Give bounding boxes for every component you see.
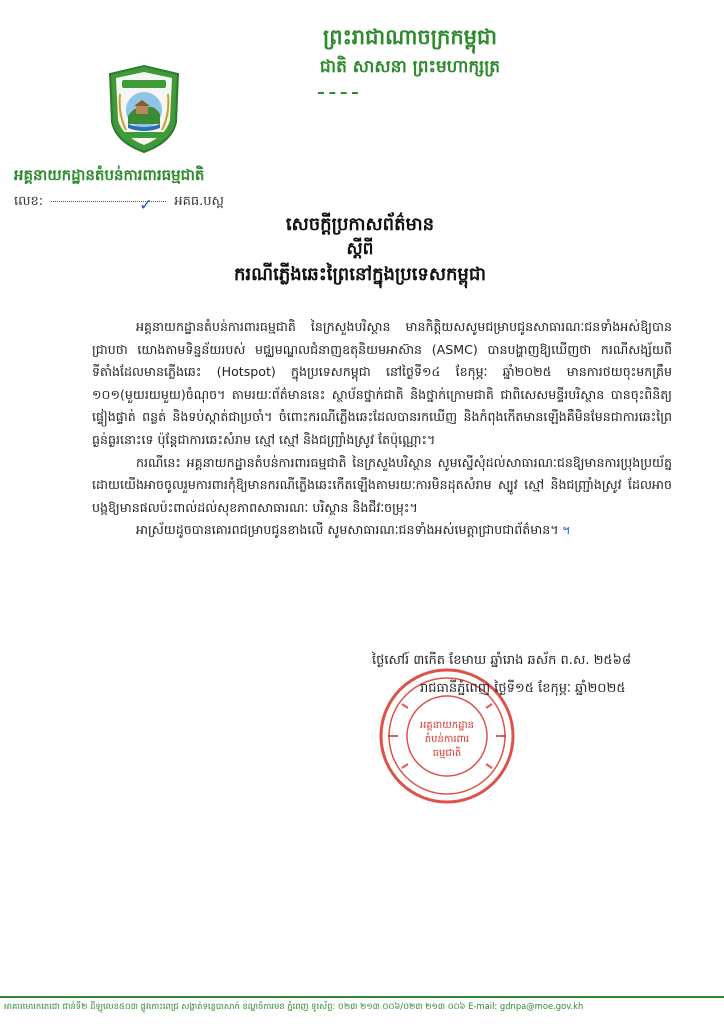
paragraph-3-text: អាស្រ័យដូចបានគោរពជម្រាបជូនខាងលើ សូមសាធារណៈជនទាំងអស់មេត្តាជ្រាបជាព័ត៌មាន។ — [136, 522, 559, 538]
reference-label: លេខ: — [14, 194, 44, 209]
seal-text-line1: អគ្គនាយកដ្ឋាន — [420, 720, 474, 731]
national-motto: ជាតិ សាសនា ព្រះមហាក្សត្រ — [319, 57, 501, 77]
kingdom-heading: ព្រះរាជាណាចក្រកម្ពុជា — [322, 24, 497, 49]
paragraph-1: អគ្គនាយកដ្ឋានតំបន់ការពារធម្មជាតិ នៃក្រសួងបរិស្ថាន មានកិត្តិយសសូមជម្រាបជូនសាធារណៈជនទាំងអស់ឱ្យបានជ្រាបថា យោងតាមទិន្នន័យរបស់ មជ្ឈមណ្ឌលជំនាញឧតុនិយមអាស៊ាន (ASMC) បានបង្ហាញឱ្យឃើញថា ករណីសង្ស័យពី ទីតាំងដែលមានភ្លើងឆេះ (Hotspot) ក្នុងប្រទេសកម្ពុជា នៅថ្ងៃទី១៤ ខែកុម្ភៈ ឆ្នាំ២០២៥ មានការថយចុះមកត្រឹម ១០១(មួយរយមួយ)ចំណុច។ តាមរយៈព័ត៌មាននេះ ស្ថាប័នថ្នាក់ជាតិ និងថ្នាក់ក្រោមជាតិ ជាពិសេសមន្ទីរបរិស្ថាន បានចុះពិនិត្យ ផ្ទៀងផ្ទាត់ ពន្លត់ និងទប់ស្កាត់ជាប្រចាំ។ ចំពោះករណីភ្លើងឆេះដែលបានរកឃើញ និងកំពុងកើតមានឡើងគឺមិនមែនជាការឆេះព្រៃធ្ងន់ធ្ងរនោះទេ ប៉ុន្តែជាការឆេះសំរាម ស្មៅ ស្មៅ និងជញ្ជ្រាំងស្រូវ តែប៉ុណ្ណោះ។ — [92, 319, 672, 447]
title-subject-label: ស្តីពី — [346, 239, 374, 259]
reference-suffix: អគធ.បស្ព — [174, 194, 224, 209]
department-name: អគ្គនាយកដ្ឋានតំបន់ការពារធម្មជាតិ — [14, 166, 205, 184]
reference-number — [14, 193, 224, 212]
title-subject: ករណីភ្លើងឆេះព្រៃនៅក្នុងប្រទេសកម្ពុជា — [234, 264, 486, 285]
footer-divider — [0, 996, 724, 998]
seal-text-line2: តំបន់ការពារ — [424, 734, 470, 745]
paragraph-3 — [92, 519, 672, 542]
check-mark-icon: ✓ — [139, 195, 153, 214]
document-body — [92, 316, 672, 542]
document-title: សេចក្តីប្រកាសព័ត៌មាន — [285, 214, 435, 235]
seal-text-line3: ធម្មជាតិ — [432, 748, 462, 759]
initial-mark-icon: ฯ — [562, 522, 570, 538]
ministry-logo — [106, 64, 182, 154]
paragraph-2: ករណីនេះ អគ្គនាយកដ្ឋានតំបន់ការពារធម្មជាតិ នៃក្រសួងបរិស្ថាន សូមស្នើសុំដល់សាធារណៈជនឱ្យមានការប្រុងប្រយ័ត្ន ដោយយើងអាចចូលរួមការពារកុំឱ្យមានករណីភ្លើងឆេះកើតឡើងតាមរយៈការមិនដុតសំរាម ស្បូវ ស្មៅ និងជញ្ជ្រាំងស្រូវ ដែលអាចបង្កឱ្យមានផលប៉ះពាល់ដល់សុខភាពសាធារណៈ បរិស្ថាន និងជីវៈចម្រុះ។ — [92, 454, 672, 515]
lunar-date: ថ្ងៃសៅរ៍ ៣កើត ខែមាឃ ឆ្នាំរោង ឆស័ក ព.ស. ២៥៦៨ — [372, 653, 632, 668]
footer-address: អាគារមោរកតេជោ ជាន់ទី២ ដីឡូលេខ៥០៣ ផ្លូវកោះពេជ្រ សង្កាត់ទន្លេបាសាក់ ខណ្ឌចំការមន ភ្នំពេញ ទូរស័ព្ទ: ០២៣ ២១៣ ០០៦/០២៣ ២១៣ ០០៦ E-mail: gdnpa@moe.gov.kh — [4, 1001, 584, 1011]
header-ornament — [318, 92, 358, 94]
solar-date: រាជធានីភ្នំពេញ ថ្ងៃទី១៥ ខែកុម្ភៈ ឆ្នាំ២០២៥ — [420, 681, 626, 696]
reference-blank — [51, 195, 166, 214]
